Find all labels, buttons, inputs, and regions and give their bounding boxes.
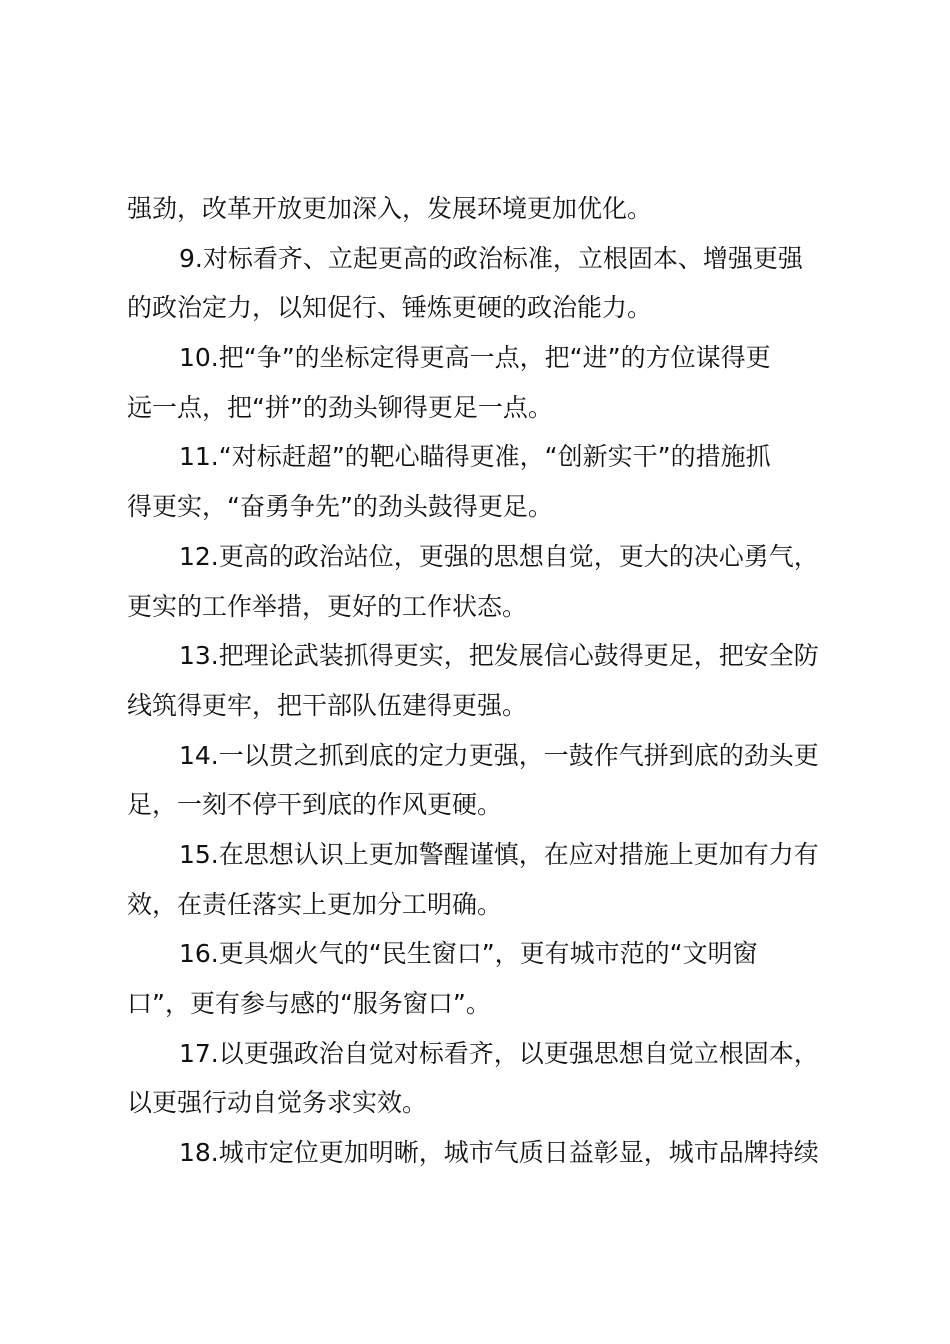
list-item-16-line-2: 口”，更有参与感的“服务窗口”。 [127,989,491,1018]
list-item-14-line-1: 14.一以贯之抓到底的定力更强，一鼓作气拼到底的劲头更 [179,740,819,770]
list-item-17-line-2: 以更强行动自觉务求实效。 [127,1088,428,1118]
list-item-10-line-1: 10.把“争”的坐标定得更高一点，把“进”的方位谋得更 [179,343,771,373]
list-item-9-line-1: 9.对标看齐、立起更高的政治标准，立根固本、增强更强 [179,243,803,273]
list-item-9-line-2: 的政治定力，以知促行、锤炼更硬的政治能力。 [127,293,653,323]
list-item-12-line-2: 更实的工作举措，更好的工作状态。 [127,591,528,621]
list-item-13-line-1: 13.把理论武装抓得更实，把发展信心鼓得更足，把安全防 [179,641,819,671]
text-line: 强劲，改革开放更加深入，发展环境更加优化。 [127,194,653,223]
list-item-17-line-1: 17.以更强政治自觉对标看齐，以更强思想自觉立根固本， [179,1038,819,1068]
list-item-18-line-1: 18.城市定位更加明晰，城市气质日益彰显，城市品牌持续 [179,1138,819,1168]
list-item-16-line-1: 16.更具烟火气的“民生窗口”，更有城市范的“文明窗 [179,939,758,969]
list-item-14-line-2: 足，一刻不停干到底的作风更硬。 [127,790,503,820]
document-body [127,184,837,1178]
list-item-13-line-2: 线筑得更牢，把干部队伍建得更强。 [127,690,528,720]
list-item-15-line-1: 15.在思想认识上更加警醒谨慎，在应对措施上更加有力有 [179,839,819,869]
list-item-11-line-2: 得更实，“奋勇争先”的劲头鼓得更足。 [127,492,553,522]
list-item-11-line-1: 11.“对标赶超”的靶心瞄得更准，“创新实干”的措施抓 [179,442,771,472]
list-item-12-line-1: 12.更高的政治站位，更强的思想自觉，更大的决心勇气， [179,541,819,571]
list-item-10-line-2: 远一点，把“拼”的劲头铆得更足一点。 [127,392,553,422]
list-item-15-line-2: 效，在责任落实上更加分工明确。 [127,889,503,919]
